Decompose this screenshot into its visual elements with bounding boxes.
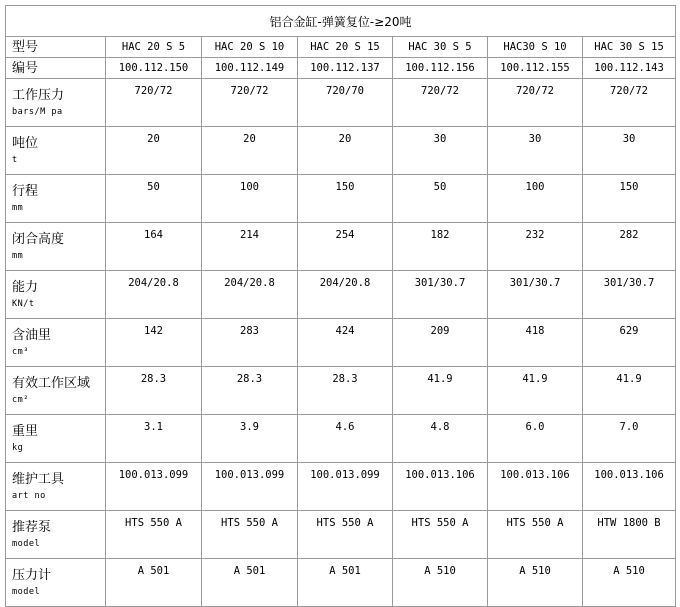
- table-cell: 150: [583, 175, 676, 223]
- row-label-cell: [6, 367, 106, 415]
- table-cell: 4.6: [298, 415, 393, 463]
- table-cell: 3.9: [202, 415, 298, 463]
- table-cell: 100: [202, 175, 298, 223]
- table-cell: 41.9: [583, 367, 676, 415]
- row-label-cell: [6, 271, 106, 319]
- row-label: 闭合高度: [12, 231, 65, 247]
- table-row-pressure-gauge: [6, 559, 676, 607]
- table-cell: 50: [106, 175, 202, 223]
- table-row-capacity: [6, 271, 676, 319]
- table-row-stroke: [6, 175, 676, 223]
- row-unit: mm: [12, 202, 24, 213]
- table-cell: A 510: [583, 559, 676, 607]
- table-cell: HTS 550 A: [298, 511, 393, 559]
- row-label-cell: [6, 511, 106, 559]
- table-cell: 204/20.8: [106, 271, 202, 319]
- row-label-cell: [6, 58, 106, 79]
- table-cell: 100.112.156: [393, 58, 488, 79]
- table-cell: 28.3: [298, 367, 393, 415]
- row-unit: model: [12, 586, 41, 597]
- table-cell: 20: [298, 127, 393, 175]
- table-cell: 100.112.150: [106, 58, 202, 79]
- table-cell: 3.1: [106, 415, 202, 463]
- row-label-cell: [6, 175, 106, 223]
- row-label-cell: [6, 319, 106, 367]
- table-cell: 204/20.8: [298, 271, 393, 319]
- table-cell: 100.013.106: [393, 463, 488, 511]
- table-cell: 301/30.7: [393, 271, 488, 319]
- table-cell: HTS 550 A: [488, 511, 583, 559]
- table-cell: HTS 550 A: [106, 511, 202, 559]
- table-cell: 20: [202, 127, 298, 175]
- table-cell: 30: [583, 127, 676, 175]
- row-label-cell: [6, 559, 106, 607]
- table-cell: HAC 20 S 15: [298, 37, 393, 58]
- table-cell: A 501: [202, 559, 298, 607]
- table-cell: 720/72: [583, 79, 676, 127]
- table-cell: 142: [106, 319, 202, 367]
- row-label: 能力: [12, 279, 39, 295]
- row-label: 维护工具: [12, 471, 65, 487]
- table-cell: 100.112.143: [583, 58, 676, 79]
- table-cell: 28.3: [202, 367, 298, 415]
- table-cell: 418: [488, 319, 583, 367]
- table-cell: 100.013.099: [202, 463, 298, 511]
- table-cell: 254: [298, 223, 393, 271]
- row-unit: bars/M pa: [12, 106, 63, 117]
- table-cell: 100.112.149: [202, 58, 298, 79]
- table-row-working-pressure: [6, 79, 676, 127]
- table-cell: 41.9: [488, 367, 583, 415]
- table-row-part-number: [6, 58, 676, 79]
- row-label: 含油里: [12, 327, 52, 343]
- table-cell: 100: [488, 175, 583, 223]
- table-cell: 283: [202, 319, 298, 367]
- table-cell: 282: [583, 223, 676, 271]
- table-cell: HTW 1800 B: [583, 511, 676, 559]
- row-unit: mm: [12, 250, 24, 261]
- table-cell: 214: [202, 223, 298, 271]
- table-cell: 720/72: [393, 79, 488, 127]
- row-label: 有效工作区域: [12, 375, 91, 391]
- table-cell: 301/30.7: [488, 271, 583, 319]
- table-row-effective-area: [6, 367, 676, 415]
- table-cell: 100.112.155: [488, 58, 583, 79]
- table-cell: HAC 30 S 15: [583, 37, 676, 58]
- table-cell: 629: [583, 319, 676, 367]
- row-label-cell: [6, 223, 106, 271]
- table-cell: HAC 30 S 5: [393, 37, 488, 58]
- table-cell: HTS 550 A: [393, 511, 488, 559]
- row-label-cell: [6, 415, 106, 463]
- table-row-model: [6, 37, 676, 58]
- spec-table: [5, 5, 676, 607]
- table-cell: 720/70: [298, 79, 393, 127]
- table-cell: 100.013.106: [583, 463, 676, 511]
- row-unit: model: [12, 538, 41, 549]
- table-cell: 7.0: [583, 415, 676, 463]
- row-unit: cm³: [12, 346, 29, 357]
- table-cell: 6.0: [488, 415, 583, 463]
- table-row-closed-height: [6, 223, 676, 271]
- table-cell: HTS 550 A: [202, 511, 298, 559]
- row-unit: KN/t: [12, 298, 35, 309]
- row-label-cell: [6, 37, 106, 58]
- table-cell: 50: [393, 175, 488, 223]
- table-cell: 204/20.8: [202, 271, 298, 319]
- row-label: 行程: [12, 183, 39, 199]
- table-row-oil-volume: [6, 319, 676, 367]
- row-label-cell: [6, 79, 106, 127]
- table-cell: 41.9: [393, 367, 488, 415]
- table-cell: HAC30 S 10: [488, 37, 583, 58]
- table-body: [6, 37, 676, 607]
- table-cell: A 501: [106, 559, 202, 607]
- table-cell: 720/72: [202, 79, 298, 127]
- row-label: 推荐泵: [12, 519, 52, 535]
- table-cell: 30: [393, 127, 488, 175]
- table-row-maintenance-tool: [6, 463, 676, 511]
- table-cell: 424: [298, 319, 393, 367]
- table-cell: HAC 20 S 10: [202, 37, 298, 58]
- row-unit: cm²: [12, 394, 29, 405]
- table-cell: 20: [106, 127, 202, 175]
- row-label: 工作压力: [12, 87, 65, 103]
- table-cell: A 510: [393, 559, 488, 607]
- table-cell: A 501: [298, 559, 393, 607]
- table-cell: 100.013.099: [106, 463, 202, 511]
- table-cell: 209: [393, 319, 488, 367]
- table-cell: A 510: [488, 559, 583, 607]
- row-unit: kg: [12, 442, 24, 453]
- row-unit: t: [12, 154, 18, 165]
- row-unit: art no: [12, 490, 46, 501]
- row-label-cell: [6, 127, 106, 175]
- table-row-tonnage: [6, 127, 676, 175]
- table-cell: 100.013.106: [488, 463, 583, 511]
- table-cell: 28.3: [106, 367, 202, 415]
- table-cell: HAC 20 S 5: [106, 37, 202, 58]
- row-label: 编号: [12, 60, 39, 76]
- table-cell: 164: [106, 223, 202, 271]
- table-cell: 100.112.137: [298, 58, 393, 79]
- row-label: 型号: [12, 39, 39, 55]
- table-cell: 232: [488, 223, 583, 271]
- row-label: 吨位: [12, 135, 39, 151]
- table-title: 铝合金缸-弹簧复位-≥20吨: [6, 6, 676, 37]
- row-label: 重里: [12, 423, 39, 439]
- table-cell: 30: [488, 127, 583, 175]
- table-cell: 100.013.099: [298, 463, 393, 511]
- table-row-recommended-pump: [6, 511, 676, 559]
- table-cell: 4.8: [393, 415, 488, 463]
- table-cell: 182: [393, 223, 488, 271]
- row-label: 压力计: [12, 567, 52, 583]
- table-row-weight: [6, 415, 676, 463]
- table-cell: 720/72: [106, 79, 202, 127]
- table-cell: 720/72: [488, 79, 583, 127]
- table-cell: 150: [298, 175, 393, 223]
- row-label-cell: [6, 463, 106, 511]
- table-cell: 301/30.7: [583, 271, 676, 319]
